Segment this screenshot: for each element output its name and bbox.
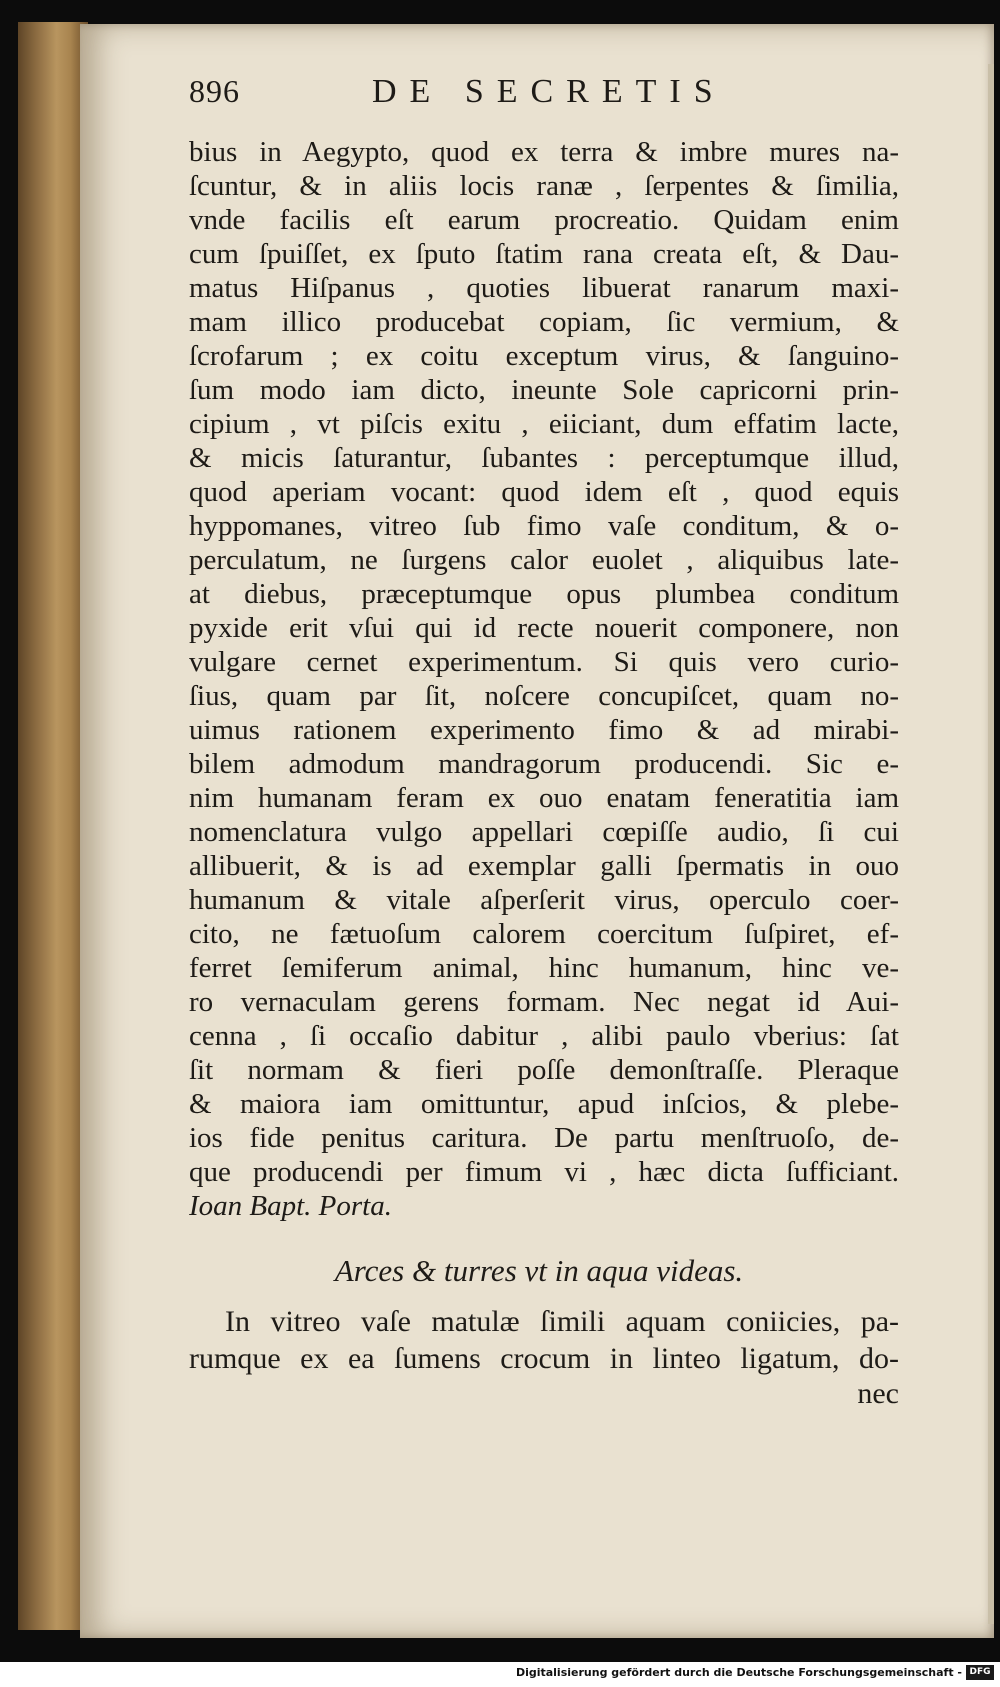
page-edge: [988, 64, 994, 1624]
body-line: cito, ne fætuoſum calorem coercitum ſuſpiret, ef-: [189, 918, 899, 950]
body-line: & maiora iam omittuntur, apud inſcios, & plebe-: [189, 1088, 899, 1120]
digitization-credit: Digitalisierung gefördert durch die Deutsche Forschungsgemeinschaft -: [515, 1666, 962, 1679]
body-line: ferret ſemiferum animal, hinc humanum, hinc ve-: [189, 952, 899, 984]
body-line: ios fide penitus caritura. De partu menſtruoſo, de-: [189, 1122, 899, 1154]
author-signature: Ioan Bapt. Porta.: [189, 1190, 392, 1222]
body-line: vulgare cernet experimentum. Si quis vero curio-: [189, 646, 899, 678]
body-line: & micis ſaturantur, ſubantes : perceptumque illud,: [189, 442, 899, 474]
body-text: [189, 135, 899, 1223]
body-line: cipium , vt piſcis exitu , eiiciant, dum effatim lacte,: [189, 408, 899, 440]
body-line: vnde facilis eſt earum procreatio. Quidam enim: [189, 204, 899, 236]
body-line: at diebus, præceptumque opus plumbea conditum: [189, 578, 899, 610]
body-line: matus Hiſpanus , quoties libuerat ranarum maxi-: [189, 272, 899, 304]
book-binding-edge: [18, 22, 88, 1630]
dfg-logo-icon: DFG: [966, 1665, 994, 1680]
body-line: allibuerit, & is ad exemplar galli ſpermatis in ouo: [189, 850, 899, 882]
section-line: rumque ex ea ſumens crocum in linteo ligatum, do-: [189, 1342, 899, 1375]
body-line: hyppomanes, vitreo ſub fimo vaſe conditum, & o-: [189, 510, 899, 542]
catchword: nec: [857, 1377, 899, 1410]
body-line: bilem admodum mandragorum producendi. Sic e-: [189, 748, 899, 780]
section-title: Arces & turres vt in aqua videas.: [334, 1253, 744, 1288]
body-line: cum ſpuiſſet, ex ſputo ſtatim rana creata eſt, & Dau-: [189, 238, 899, 270]
body-line: uimus rationem experimento fimo & ad mirabi-: [189, 714, 899, 746]
body-line: ſit normam & fieri poſſe demonſtraſſe. Pleraque: [189, 1054, 899, 1086]
body-line: ſcrofarum ; ex coitu exceptum virus, & ſanguino-: [189, 340, 899, 372]
body-line: quod aperiam vocant: quod idem eſt , quod equis: [189, 476, 899, 508]
body-line: nomenclatura vulgo appellari cœpiſſe audio, ſi cui: [189, 816, 899, 848]
footer-bar: [0, 1662, 1000, 1687]
body-line: pyxide erit vſui qui id recte nouerit componere, non: [189, 612, 899, 644]
body-line: ſum modo iam dicto, ineunte Sole capricorni prin-: [189, 374, 899, 406]
page-header: [189, 73, 889, 125]
body-line: mam illico producebat copiam, ſic vermium, &: [189, 306, 899, 338]
body-line: que producendi per fimum vi , hæc dicta ſufficiant.: [189, 1156, 899, 1188]
page-number: 896: [189, 73, 240, 109]
body-line: bius in Aegypto, quod ex terra & imbre mures na-: [189, 136, 899, 168]
section-line: In vitreo vaſe matulæ ſimili aquam coniicies, pa-: [225, 1305, 899, 1338]
body-line: perculatum, ne ſurgens calor euolet , aliquibus late-: [189, 544, 899, 576]
section-body: [189, 1303, 899, 1410]
body-line: ro vernaculam gerens formam. Nec negat id Aui-: [189, 986, 899, 1018]
body-line: ſcuntur, & in aliis locis ranæ , ſerpentes & ſimilia,: [189, 170, 899, 202]
body-line: ſius, quam par ſit, noſcere concupiſcet, quam no-: [189, 680, 899, 712]
body-line: nim humanam feram ex ouo enatam feneratitia iam: [189, 782, 899, 814]
body-line: humanum & vitale aſperſerit virus, operculo coer-: [189, 884, 899, 916]
body-line: cenna , ſi occaſio dabitur , alibi paulo vberius: ſat: [189, 1020, 899, 1052]
running-head: DE SECRETIS: [372, 73, 726, 110]
